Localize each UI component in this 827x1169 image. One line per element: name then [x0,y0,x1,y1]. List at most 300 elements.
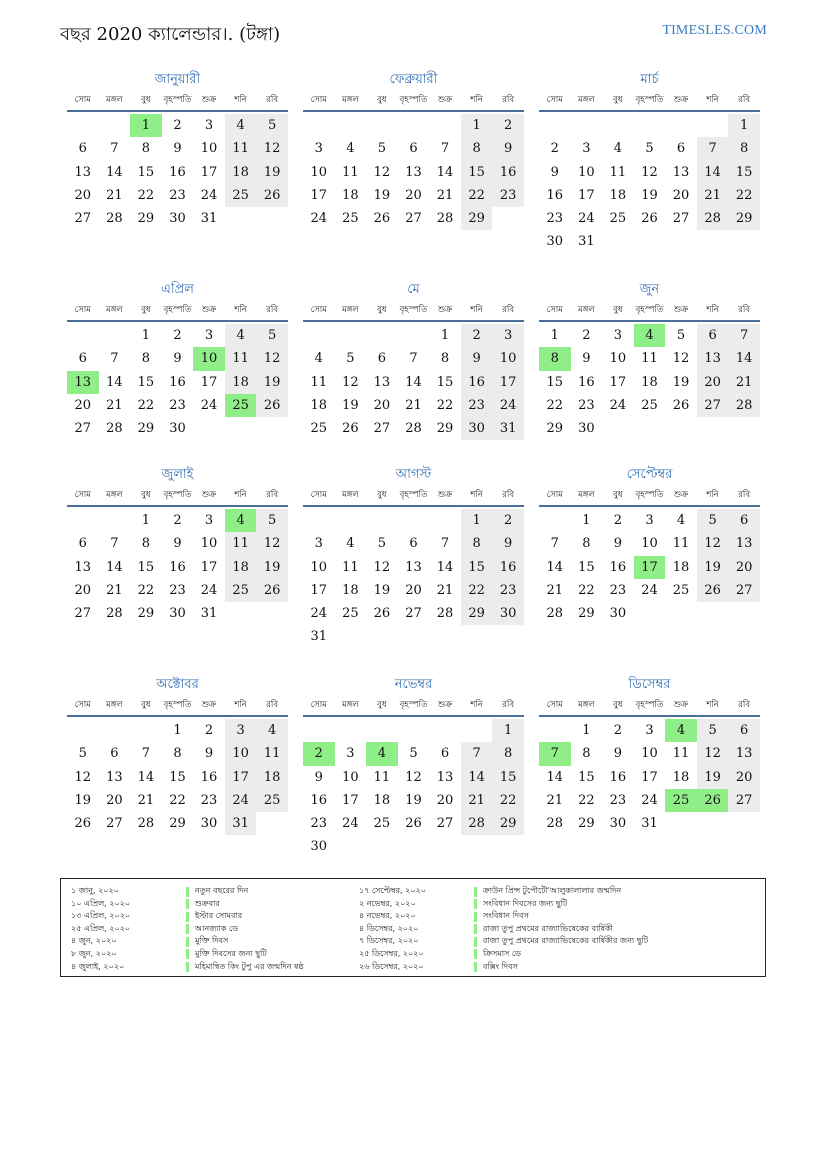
day-cell: 25 [342,211,359,227]
empty-day-cell [461,719,493,742]
day-cell: 28 [137,816,155,832]
day-cell: 25 [373,816,391,832]
day-cell: 27 [405,606,422,622]
empty-day-cell [335,324,367,347]
day-cell: 8 [141,536,151,552]
day-cell: 25 [225,579,257,602]
day-cell: 9 [550,164,559,180]
day-cell: 28 [728,394,760,417]
month-calendar [539,70,760,254]
day-cell: 9 [173,351,182,367]
empty-day-cell [303,509,335,532]
day-cell: 1 [461,114,493,137]
day-cell: 8 [141,351,151,367]
day-cell: 6 [440,746,450,762]
weekday-label: রবি [502,490,515,500]
holiday-day-cell: 1 [130,114,162,137]
weekday-label: সোম [74,305,91,315]
day-cell: 11 [256,742,288,765]
day-cell: 9 [613,746,623,762]
day-cell: 8 [440,351,450,367]
empty-day-cell [67,324,99,347]
day-cell: 29 [578,606,595,622]
holiday-date: ১৭ সেপ্টেম্বর, ২০২০ [359,886,426,895]
day-cell: 22 [137,582,155,598]
empty-day-cell [366,509,398,532]
day-cell: 19 [342,397,359,413]
day-cell: 6 [728,719,760,742]
day-cell: 13 [74,164,92,180]
site-brand[interactable]: TIMESLES.COM [662,23,767,38]
weekday-label: শনি [234,305,247,315]
day-cell: 29 [461,602,493,625]
day-cell: 31 [225,812,257,835]
day-cell: 24 [225,789,257,812]
weekday-label: সোম [310,700,327,710]
day-cell: 9 [492,532,524,555]
day-cell: 29 [728,207,760,230]
day-cell: 23 [546,211,564,227]
holiday-date: ২৫ এপ্রিল, ২০২০ [71,923,131,933]
day-cell: 5 [377,536,387,552]
day-cell: 5 [256,509,288,532]
day-cell: 21 [137,792,155,808]
day-cell: 21 [436,187,454,203]
day-cell: 28 [106,211,123,227]
day-cell: 17 [310,582,328,598]
holiday-legend-row [359,948,648,961]
weekday-label: সোম [310,95,327,105]
day-cell: 11 [609,164,627,180]
day-cell: 27 [373,421,391,437]
month-calendar [303,70,524,230]
day-cell: 22 [461,184,493,207]
month-name: জুন [639,282,660,297]
day-cell: 7 [409,351,418,367]
day-cell: 14 [106,559,123,575]
day-cell: 27 [405,211,422,227]
weekday-label: রবি [502,700,515,710]
empty-day-cell [398,719,430,742]
month-calendar [539,280,760,440]
day-cell: 25 [310,421,328,437]
weekday-label: মঙ্গল [105,490,123,500]
day-cell: 1 [173,723,182,738]
weekday-label: শুক্র [437,95,453,105]
weekday-label: শুক্র [673,490,689,500]
holiday-legend-row [359,961,648,974]
weekday-header [539,485,760,507]
day-cell: 29 [137,606,155,622]
holiday-legend-row [71,885,304,898]
day-grid [539,112,760,254]
day-cell: 24 [492,394,524,417]
holiday-day-cell: 4 [225,509,257,532]
day-cell: 23 [461,394,493,417]
day-cell: 15 [436,374,454,390]
holiday-legend-row [71,935,304,948]
day-cell: 21 [697,184,729,207]
day-cell: 24 [310,211,328,227]
day-cell: 18 [373,792,391,808]
weekday-header [539,300,760,322]
day-cell: 27 [728,789,760,812]
day-cell: 12 [697,532,729,555]
day-grid [539,322,760,440]
day-cell: 1 [582,513,591,528]
page-title: বছর 2020 ক্যালেন্ডার।. (টঙ্গা) [60,24,281,45]
empty-day-cell [67,719,99,742]
weekday-header [67,300,288,322]
day-cell: 10 [578,164,595,180]
weekday-label: মঙ্গল [341,305,359,315]
day-cell: 13 [373,374,391,390]
month-calendar [67,465,288,625]
weekday-label: শনি [470,700,483,710]
month-name: ডিসেম্বর [628,677,671,692]
holiday-marker [186,924,189,934]
day-cell: 13 [405,559,422,575]
day-cell: 4 [225,324,257,347]
holiday-legend-row [359,935,648,948]
day-cell: 14 [106,164,123,180]
holiday-marker [186,887,189,897]
day-cell: 2 [492,509,524,532]
weekday-header [303,695,524,717]
weekday-label: শুক্র [673,95,689,105]
weekday-header [539,695,760,717]
holiday-name: ক্রিসমাস ডে [483,948,521,958]
day-cell: 17 [310,187,328,203]
weekday-label: মঙ্গল [341,700,359,710]
month-calendar [67,280,288,440]
empty-day-cell [366,114,398,137]
month-name: জানুয়ারী [154,72,201,87]
day-cell: 20 [106,792,123,808]
day-cell: 23 [169,582,186,598]
weekday-label: শনি [470,490,483,500]
day-grid [67,112,288,230]
day-cell: 27 [436,816,454,832]
day-cell: 18 [342,582,359,598]
day-cell: 14 [405,374,422,390]
empty-day-cell [602,114,634,137]
day-cell: 17 [200,559,218,575]
day-cell: 11 [672,746,690,762]
day-cell: 28 [106,606,123,622]
holiday-date: ২৬ ডিসেম্বর, ২০২০ [359,961,424,971]
day-cell: 6 [377,351,387,367]
day-cell: 25 [225,184,257,207]
day-cell: 15 [578,559,595,575]
empty-day-cell [429,509,461,532]
holiday-marker [186,962,189,972]
weekday-header [67,695,288,717]
empty-day-cell [429,719,461,742]
day-cell: 18 [672,559,690,575]
day-cell: 10 [310,559,328,575]
day-cell: 31 [200,606,218,622]
day-cell: 2 [492,114,524,137]
weekday-label: বৃহস্পতি [163,700,192,710]
weekday-label: বুধ [141,305,151,315]
day-cell: 31 [578,234,595,250]
weekday-label: শুক্র [201,305,217,315]
weekday-label: শনি [706,490,719,500]
weekday-label: রবি [738,95,751,105]
day-cell: 9 [582,351,591,367]
day-cell: 3 [645,723,654,738]
weekday-label: বুধ [141,95,151,105]
holiday-legend-row [359,923,648,936]
day-cell: 21 [106,187,123,203]
holiday-marker [474,899,477,909]
weekday-label: বুধ [377,490,387,500]
day-cell: 26 [672,397,690,413]
weekday-label: বৃহস্পতি [635,95,664,105]
weekday-label: সোম [74,700,91,710]
day-cell: 16 [492,556,524,579]
day-cell: 25 [256,789,288,812]
empty-day-cell [335,719,367,742]
day-cell: 1 [461,509,493,532]
day-cell: 27 [697,394,729,417]
day-cell: 29 [169,816,186,832]
day-cell: 15 [461,556,493,579]
holiday-day-cell: 25 [665,789,697,812]
weekday-label: মঙ্গল [105,700,123,710]
month-calendar [539,465,760,625]
holiday-day-cell: 17 [634,556,666,579]
day-grid [303,507,524,649]
day-grid [67,507,288,625]
day-cell: 18 [225,371,257,394]
day-cell: 23 [310,816,328,832]
day-cell: 10 [609,351,627,367]
empty-day-cell [539,509,571,532]
day-cell: 30 [578,421,595,437]
day-cell: 14 [546,769,564,785]
day-cell: 4 [256,719,288,742]
day-cell: 23 [492,184,524,207]
day-cell: 16 [310,792,328,808]
month-name: সেপ্টেম্বর [626,467,673,482]
day-cell: 10 [200,141,218,157]
empty-day-cell [130,719,162,742]
day-cell: 8 [141,141,151,157]
day-cell: 24 [310,606,328,622]
day-cell: 5 [346,351,355,367]
day-cell: 21 [106,397,123,413]
holiday-name: সংবিধান দিবস [483,911,529,921]
holiday-name: নতুন বছরের দিন [195,886,249,895]
day-cell: 6 [676,141,686,157]
day-cell: 25 [672,582,690,598]
weekday-label: বুধ [613,305,623,315]
holiday-day-cell: 4 [366,742,398,765]
empty-day-cell [99,324,131,347]
day-cell: 30 [169,421,186,437]
day-grid [303,322,524,440]
day-cell: 28 [436,606,454,622]
day-cell: 29 [492,812,524,835]
day-cell: 7 [728,324,760,347]
day-cell: 24 [641,792,658,808]
day-cell: 17 [641,769,658,785]
day-cell: 19 [74,792,92,808]
day-cell: 22 [137,187,155,203]
holiday-name: ক্রাউন প্রিন্স টুপৌটৌ'আলুকালালার জন্মদিন [483,886,622,895]
day-cell: 26 [74,816,92,832]
day-cell: 28 [405,421,422,437]
day-cell: 8 [582,536,591,552]
day-cell: 22 [728,184,760,207]
day-cell: 12 [373,559,391,575]
weekday-label: বৃহস্পতি [399,95,428,105]
day-cell: 24 [578,211,595,227]
day-cell: 19 [697,556,729,579]
day-cell: 25 [342,606,359,622]
day-cell: 26 [256,579,288,602]
day-cell: 29 [546,421,564,437]
holiday-legend-row [71,923,304,936]
day-cell: 15 [137,164,155,180]
day-cell: 1 [440,328,450,343]
day-cell: 5 [78,746,87,762]
empty-day-cell [303,114,335,137]
day-cell: 5 [697,509,729,532]
day-grid [303,112,524,230]
weekday-label: শনি [470,305,483,315]
empty-day-cell [539,114,571,137]
weekday-label: শনি [234,700,247,710]
day-cell: 11 [225,532,257,555]
day-cell: 16 [609,769,627,785]
empty-day-cell [67,114,99,137]
month-name: ফেব্রুয়ারী [389,72,438,87]
day-cell: 21 [546,582,564,598]
day-cell: 13 [106,769,123,785]
holiday-legend-row [359,885,648,898]
day-cell: 2 [204,723,214,738]
day-cell: 6 [409,536,418,552]
day-cell: 17 [578,187,595,203]
day-cell: 11 [672,536,690,552]
day-cell: 1 [492,719,524,742]
weekday-label: রবি [738,490,751,500]
weekday-label: বুধ [613,700,623,710]
day-cell: 6 [728,509,760,532]
weekday-header [303,300,524,322]
holiday-legend-row [71,961,304,974]
month-name: অক্টোবর [156,677,199,692]
holiday-name: রাজা তুপু প্রথমের রাজ্যাভিষেকের বার্ষিকী [483,923,613,933]
holiday-legend-right [359,885,648,973]
day-cell: 7 [550,536,559,552]
weekday-label: মঙ্গল [105,95,123,105]
day-cell: 29 [578,816,595,832]
weekday-label: রবি [266,700,279,710]
day-cell: 14 [137,769,155,785]
weekday-label: সোম [546,490,563,500]
day-cell: 22 [578,582,595,598]
day-cell: 17 [225,766,257,789]
day-cell: 17 [342,792,359,808]
holiday-day-cell: 25 [225,394,257,417]
weekday-label: শনি [706,700,719,710]
holiday-marker [186,937,189,947]
holiday-marker [474,924,477,934]
holiday-name: মুক্তি দিবস [195,936,229,946]
day-cell: 12 [256,347,288,370]
day-cell: 14 [461,766,493,789]
holiday-name: রাজা তুপু প্রথমের রাজ্যাভিষেকের বার্ষিকীর জন্য ছুটি [483,936,649,946]
day-cell: 27 [74,211,92,227]
holiday-legend-row [359,898,648,911]
day-cell: 4 [346,536,355,552]
holiday-date: ১৩ এপ্রিল, ২০২০ [71,911,131,921]
day-cell: 12 [256,532,288,555]
day-cell: 3 [204,328,214,343]
month-calendar [539,675,760,835]
weekday-label: মঙ্গল [341,490,359,500]
day-cell: 4 [346,141,355,157]
day-cell: 21 [405,397,422,413]
day-grid [539,507,760,625]
day-grid [539,717,760,835]
day-cell: 3 [613,328,623,343]
day-cell: 8 [582,746,591,762]
day-cell: 3 [492,324,524,347]
day-cell: 20 [74,397,92,413]
day-cell: 27 [74,421,92,437]
day-cell: 12 [342,374,359,390]
day-cell: 3 [225,719,257,742]
weekday-label: মঙ্গল [577,305,595,315]
month-name: এপ্রিল [161,282,194,297]
day-cell: 30 [609,606,627,622]
day-cell: 2 [173,328,182,343]
weekday-label: বৃহস্পতি [399,490,428,500]
day-cell: 9 [461,347,493,370]
day-cell: 10 [492,347,524,370]
weekday-header [67,90,288,112]
holiday-name: মহিমান্বিত কিং টুপু এর জন্মদিন ষষ্ঠ [195,961,304,971]
day-cell: 28 [461,812,493,835]
day-cell: 21 [461,789,493,812]
day-cell: 30 [609,816,627,832]
empty-day-cell [366,324,398,347]
weekday-header [539,90,760,112]
holiday-day-cell: 10 [193,347,225,370]
day-cell: 11 [225,347,257,370]
day-cell: 19 [373,187,391,203]
day-cell: 13 [405,164,422,180]
day-cell: 31 [310,629,328,645]
day-cell: 21 [546,792,564,808]
day-cell: 14 [436,164,454,180]
day-cell: 11 [310,374,328,390]
day-cell: 23 [492,579,524,602]
day-cell: 6 [78,141,87,157]
day-cell: 19 [373,582,391,598]
holiday-name: মুক্তি দিবসের জন্য ছুটি [195,948,267,958]
day-cell: 22 [169,792,186,808]
holiday-name: ইস্টার সোমবার [195,911,243,921]
weekday-label: শনি [470,95,483,105]
weekday-label: বৃহস্পতি [163,95,192,105]
day-cell: 18 [225,161,257,184]
